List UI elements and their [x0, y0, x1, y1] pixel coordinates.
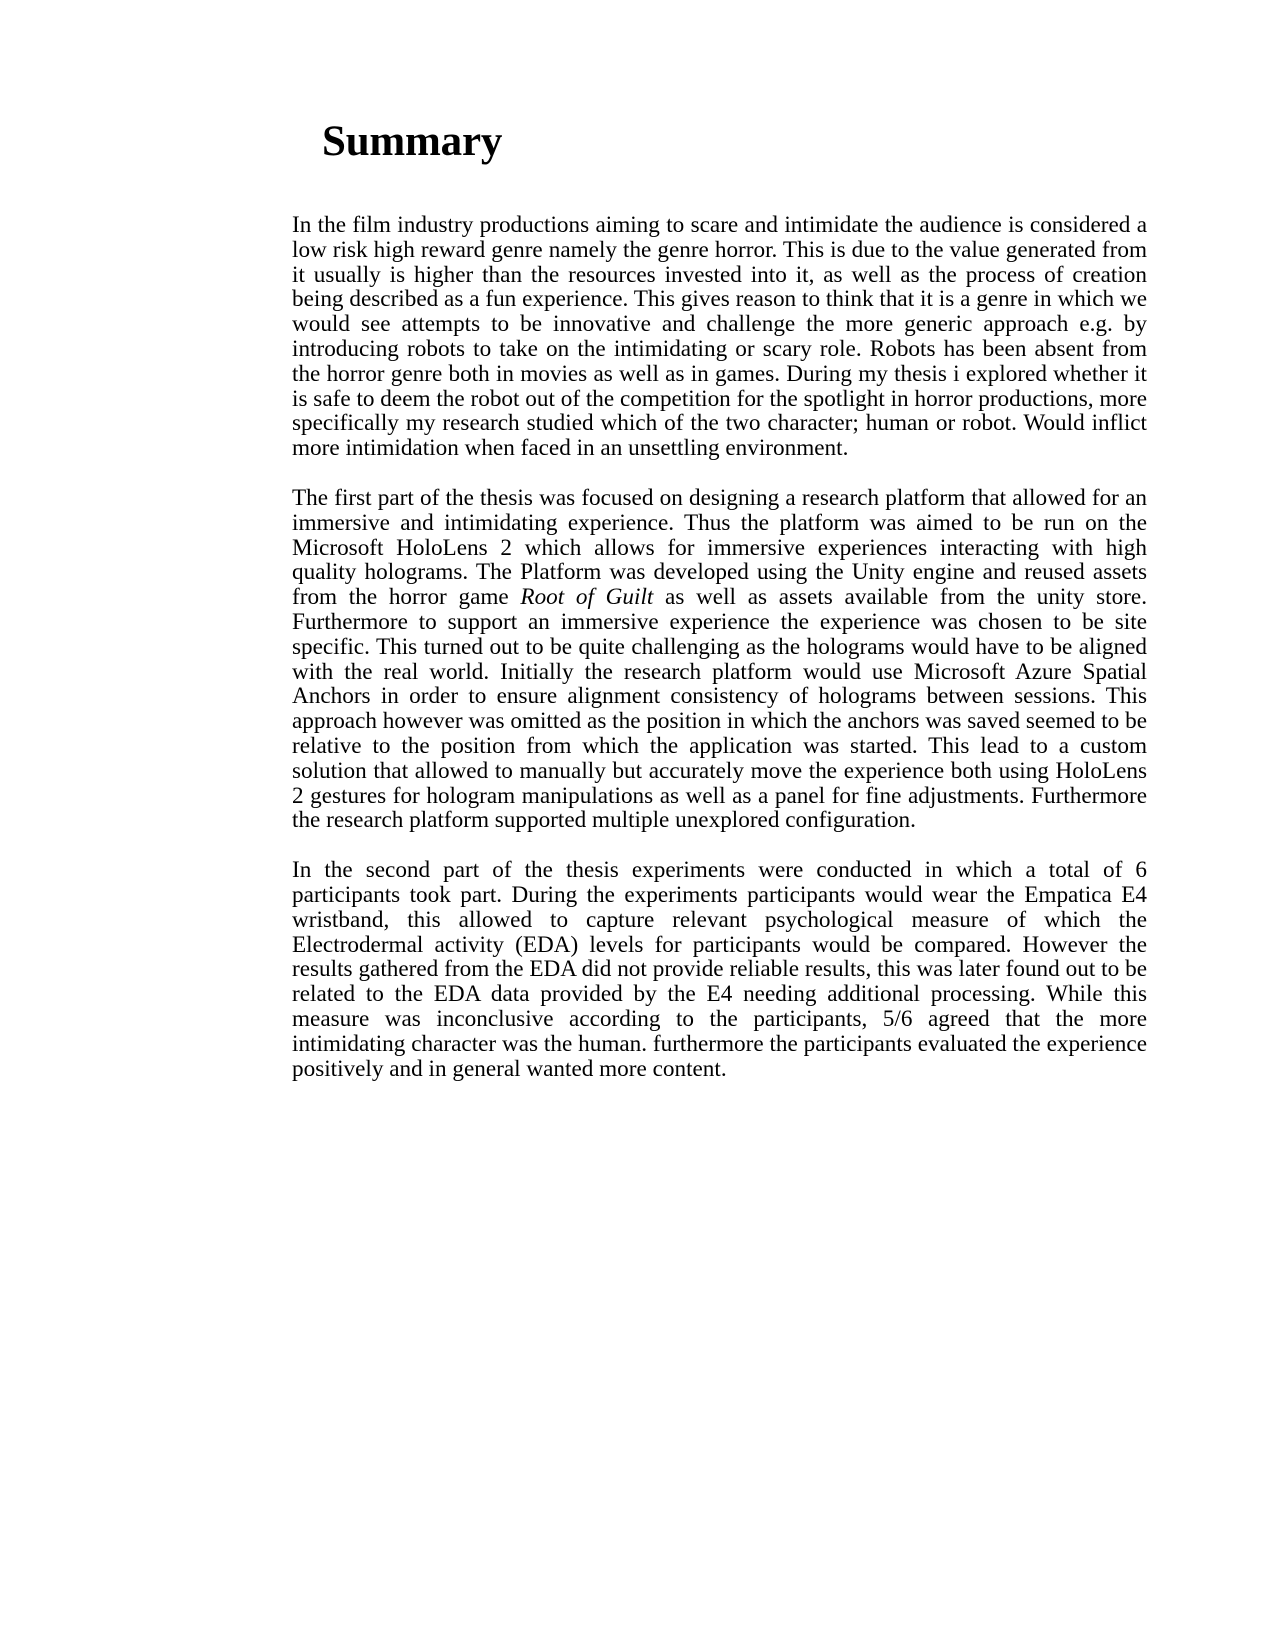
game-title-italic: Root of Guilt — [520, 584, 654, 611]
paragraph-1: In the film industry productions aiming to scare and intimidate the audience is considered a low risk high reward genre namely the genre horror. This is due to the value generated from it usually is higher than the resources invested into it, as well as the process of creation being described as a fun experience. This gives reason to think that it is a genre in which we would see attempts to be innovative and challenge the more generic approach e.g. by introducing robots to take on the intimidating or scary role. Robots has been absent from the horror genre both in movies as well as in games. During my thesis i explored whether it is safe to deem the robot out of the competition for the spotlight in horror productions, more specifically my research studied which of the two character; human or robot. Would inflict more intimidation when faced in an unsettling environment. — [292, 212, 1147, 462]
paragraph-2-text-end: as well as assets available from the unity store. Furthermore to support an immersive experience the experience was chosen to be site specific. This turned out to be quite challenging as the holograms would have to be aligned with the real world. Initially the research platform would use Microsoft Azure Spatial Anchors in order to ensure alignment consistency of holograms between sessions. This approach however was omitted as the position in which the anchors was saved seemed to be relative to the position from which the application was started. This lead to a custom solution that allowed to manually but accurately move the experience both using HoloLens 2 gestures for hologram manipulations as well as a panel for fine adjustments. Furthermore the research platform supported multiple unexplored configuration. — [292, 584, 1147, 834]
paragraph-2 — [292, 486, 1147, 833]
paragraph-3: In the second part of the thesis experiments were conducted in which a total of 6 participants took part. During the experiments participants would wear the Empatica E4 wristband, this allowed to capture relevant psychological measure of which the Electrodermal activity (EDA) levels for participants would be compared. However the results gathered from the EDA did not provide reliable results, this was later found out to be related to the EDA data provided by the E4 needing additional processing. While this measure was inconclusive according to the participants, 5/6 agreed that the more intimidating character was the human. furthermore the participants evaluated the experience positively and in general wanted more content. — [292, 857, 1147, 1082]
paragraph-2-text-start: The first part of the thesis was focused on designing a research platform that allowed for an immersive and intimidating experience. Thus the platform was aimed to be run on the Microsoft HoloLens 2 which allows for immersive experiences interacting with high quality holograms. The Platform was developed using the Unity engine and reused assets from the horror game — [292, 484, 1147, 611]
page-title: Summary — [322, 118, 503, 165]
summary-body — [292, 213, 1147, 1106]
